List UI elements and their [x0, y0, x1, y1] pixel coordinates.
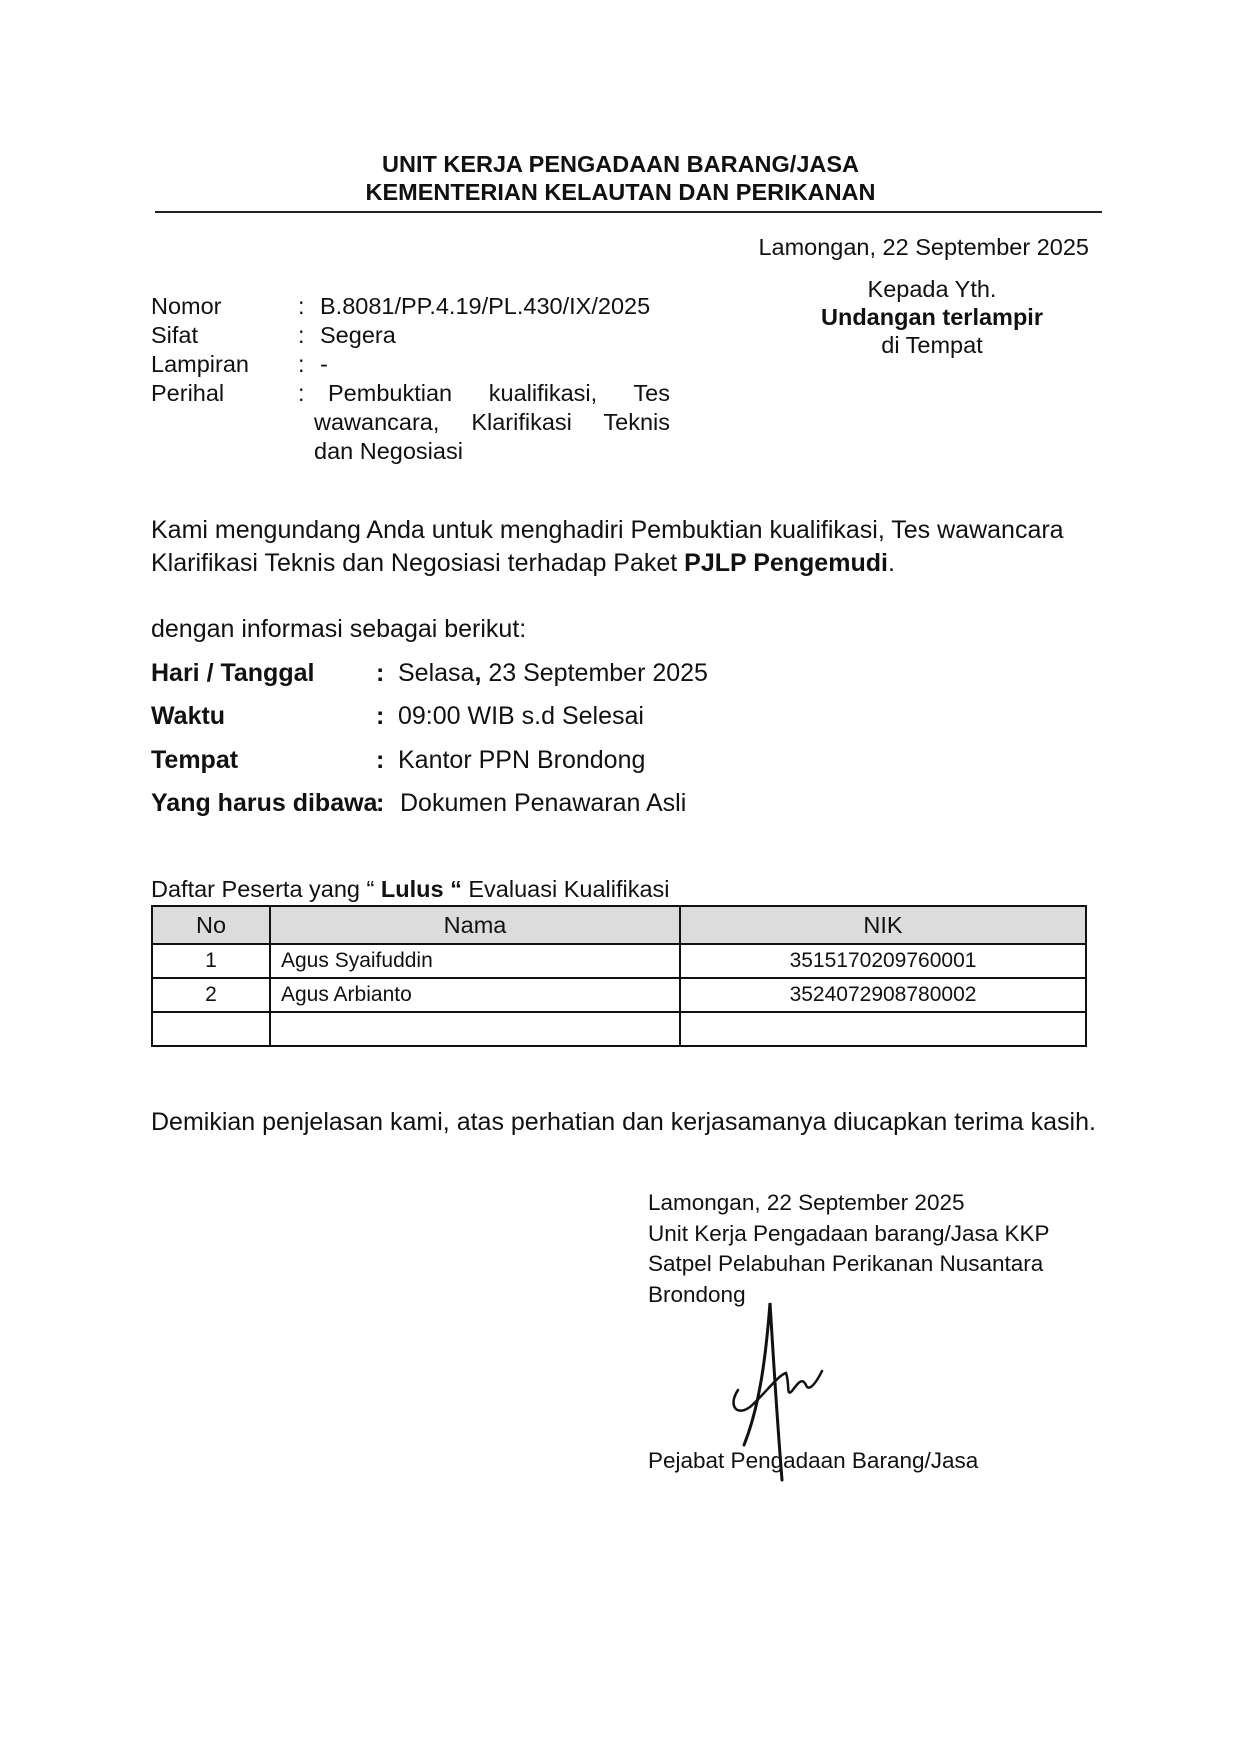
recipient-line-1: Kepada Yth. [867, 276, 997, 302]
sifat-colon: : [298, 322, 305, 348]
signature-unit-line-2: Satpel Pelabuhan Perikanan Nusantara [648, 1251, 1044, 1276]
cell-nik: 3515170209760001 [680, 944, 1086, 978]
waktu-label: Waktu [151, 702, 226, 730]
lampiran-colon: : [298, 351, 305, 377]
place-date: Lamongan, 22 September 2025 [758, 234, 1089, 260]
nomor-value: B.8081/PP.4.19/PL.430/IX/2025 [320, 293, 651, 319]
bawa-value: Dokumen Penawaran Asli [400, 789, 687, 817]
table-caption-text: Daftar Peserta yang “ [151, 876, 381, 902]
perihal-colon: : [298, 380, 305, 406]
sifat-label: Sifat [151, 322, 199, 348]
signature-place-date: Lamongan, 22 September 2025 [648, 1190, 965, 1215]
header-line-1: UNIT KERJA PENGADAAN BARANG/JASA [382, 151, 859, 177]
cell-nama [270, 1012, 680, 1046]
table-caption-status: Lulus “ [380, 876, 462, 902]
cell-no: 2 [152, 978, 270, 1012]
perihal-line-3: dan Negosiasi [314, 438, 463, 464]
hari-colon: : [376, 659, 385, 687]
info-intro: dengan informasi sebagai berikut: [151, 615, 527, 643]
table-caption-end: Evaluasi Kualifikasi [461, 876, 670, 902]
table-row [152, 978, 1086, 1012]
perihal-label: Perihal [151, 380, 225, 406]
header-line-2: KEMENTERIAN KELAUTAN DAN PERIKANAN [365, 179, 876, 205]
hari-value-date: 23 September 2025 [481, 659, 708, 687]
recipient-line-3: di Tempat [881, 332, 983, 358]
cell-no: 1 [152, 944, 270, 978]
table-header-row [152, 906, 1086, 944]
lampiran-value: - [320, 351, 328, 377]
cell-nik: 3524072908780002 [680, 978, 1086, 1012]
waktu-colon: : [376, 702, 385, 730]
participants-table [151, 905, 1087, 1047]
table-caption [151, 876, 670, 903]
nomor-colon: : [298, 293, 305, 319]
intro-line-2-text: Klarifikasi Teknis dan Negosiasi terhadap Paket [151, 549, 685, 577]
signature-unit-line-1: Unit Kerja Pengadaan barang/Jasa KKP [648, 1221, 1050, 1246]
signature-unit-line-3: Brondong [648, 1282, 746, 1307]
header-divider [155, 211, 1102, 213]
waktu-value: 09:00 WIB s.d Selesai [398, 702, 644, 730]
column-header-nama: Nama [270, 906, 680, 944]
intro-line-1: Kami mengundang Anda untuk menghadiri Pembuktian kualifikasi, Tes wawancara [151, 516, 1064, 544]
table-row-empty [152, 1012, 1086, 1046]
sifat-value: Segera [320, 322, 396, 348]
cell-nama: Agus Arbianto [270, 978, 680, 1012]
closing-sentence: Demikian penjelasan kami, atas perhatian dan kerjasamanya diucapkan terima kasih. [151, 1108, 1096, 1136]
cell-nama: Agus Syaifuddin [270, 944, 680, 978]
package-name: PJLP Pengemudi [684, 549, 888, 577]
intro-line-2 [151, 549, 895, 578]
signature-title: Pejabat Pengadaan Barang/Jasa [648, 1448, 979, 1473]
hari-label: Hari / Tanggal [151, 659, 315, 687]
perihal-line-1: Pembuktian kualifikasi, Tes [328, 380, 670, 406]
cell-nik [680, 1012, 1086, 1046]
column-header-nik: NIK [680, 906, 1086, 944]
table-row [152, 944, 1086, 978]
recipient-line-2: Undangan terlampir [821, 304, 1043, 330]
hari-value-comma: , [474, 659, 482, 687]
tempat-colon: : [376, 746, 385, 774]
tempat-value: Kantor PPN Brondong [398, 746, 646, 774]
hari-value [398, 659, 708, 688]
bawa-colon: : [376, 789, 385, 817]
tempat-label: Tempat [151, 746, 239, 774]
lampiran-label: Lampiran [151, 351, 249, 377]
nomor-label: Nomor [151, 293, 222, 319]
cell-no [152, 1012, 270, 1046]
bawa-label: Yang harus dibawa [151, 789, 378, 817]
perihal-line-2: wawancara, Klarifikasi Teknis [314, 409, 670, 435]
intro-line-2-end: . [887, 549, 895, 577]
hari-value-day: Selasa [398, 659, 475, 687]
column-header-no: No [152, 906, 270, 944]
